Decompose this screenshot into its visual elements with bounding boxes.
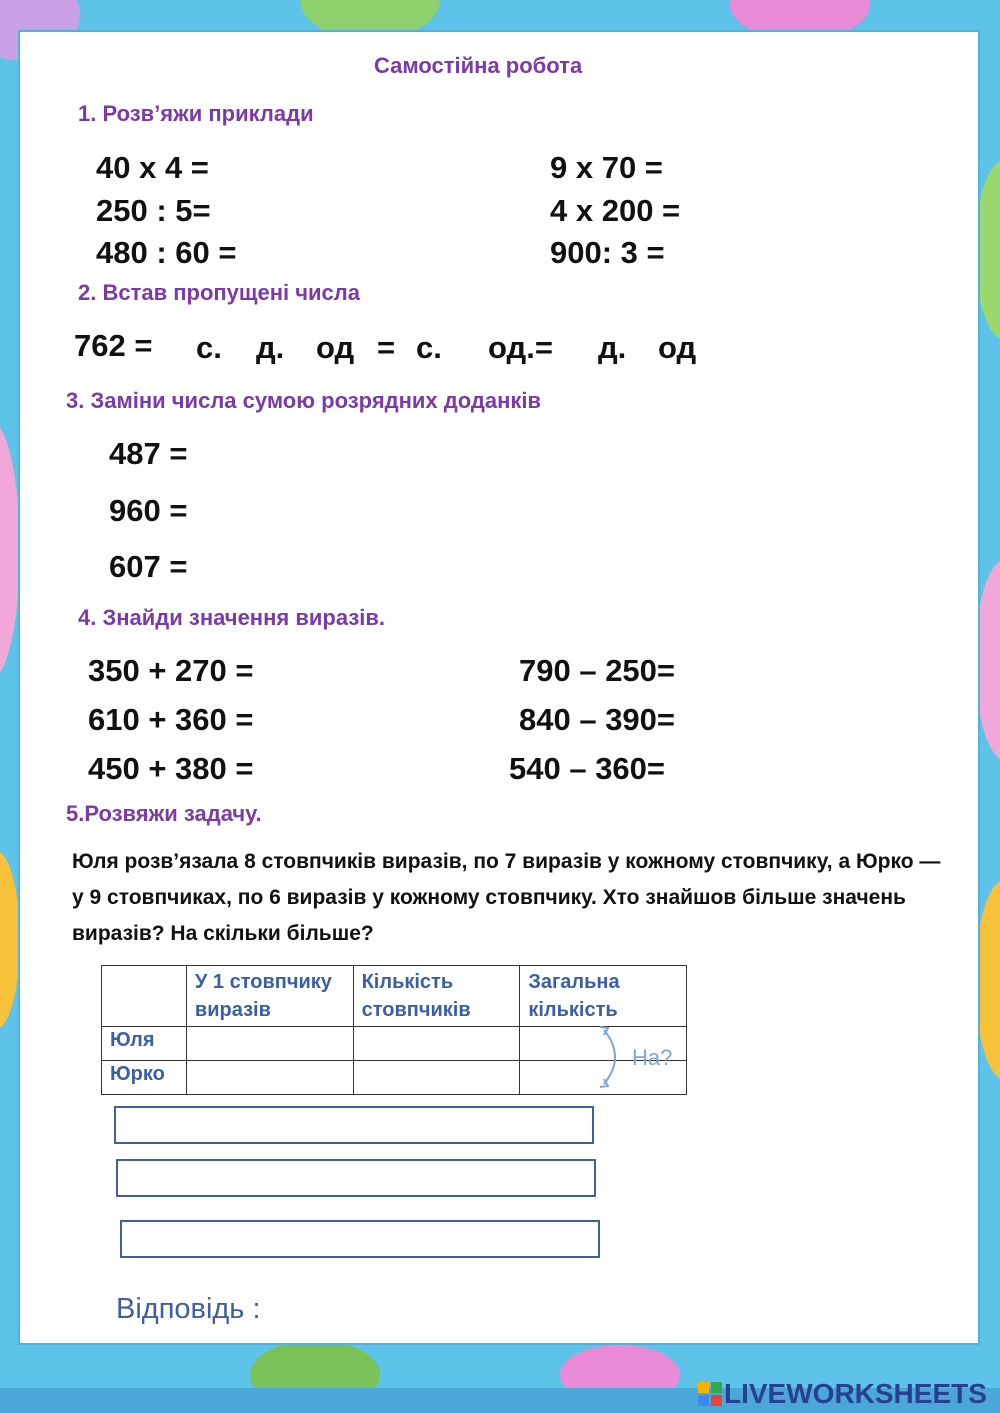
task2-hundreds-2: с. [416,330,442,365]
task4-left-3: 450 + 380 = [88,751,254,786]
table-header-total: Загальна кількість [520,966,687,1027]
task3-heading: 3. Заміни числа сумою розрядних доданків [66,388,542,413]
task2-tens-1: д. [256,330,285,365]
table-header-empty [102,966,187,1027]
answer-label: Відповідь : [116,1293,261,1325]
task4-left-1: 350 + 270 = [88,653,254,688]
task1-right-3: 900: 3 = [550,235,665,270]
liveworksheets-logo[interactable]: LIVEWORKSHEETS [724,1378,987,1409]
compare-note: На? [632,1045,673,1070]
task4-right-1: 790 – 250= [519,653,676,688]
table-cell[interactable] [186,1061,353,1095]
task2-ones-3: од [658,330,697,365]
table-cell[interactable] [353,1061,520,1095]
task5-problem-text: Юля розв’язала 8 стовпчиків виразів, по 7 виразів у кожному стовпчику, а Юрко — у 9 стовпчиках, по 6 виразів у кожному стовпчику. Хто знайшов більше значень виразів? На скільки більше? [72,850,941,945]
task2-number: 762 = [74,328,153,363]
task2-hundreds-1: с. [196,330,222,365]
task1-heading: 1. Розв’яжи приклади [78,101,314,126]
task3-item-2: 960 = [109,493,188,528]
task4-right-2: 840 – 390= [519,702,676,737]
decor-blob [0,850,20,1030]
compare-arrow-icon [598,1024,628,1090]
task1-left-1: 40 х 4 = [96,150,209,185]
solution-box-2[interactable] [116,1159,596,1197]
table-header-per-column: У 1 стовпчику виразів [186,966,353,1027]
task2-ones-2: од.= [488,330,553,365]
solution-box-1[interactable] [114,1106,594,1144]
task5-heading: 5.Розвяжи задачу. [66,801,262,826]
table-row-label-yurko: Юрко [102,1061,187,1095]
task4-heading: 4. Знайди значення виразів. [78,605,386,630]
table-row-label-yulia: Юля [102,1027,187,1061]
task2-tens-2: д. [598,330,627,365]
liveworksheets-logo-icon [698,1382,722,1406]
task1-right-2: 4 х 200 = [550,193,681,228]
task1-right-1: 9 х 70 = [550,150,663,185]
solution-box-3[interactable] [120,1220,600,1258]
task3-item-1: 487 = [109,436,188,471]
task2-ones-1: од [316,330,355,365]
task2-equals: = [377,330,396,365]
table-cell[interactable] [186,1027,353,1061]
task4-right-3: 540 – 360= [509,751,666,786]
task3-item-3: 607 = [109,549,188,584]
table-cell[interactable] [353,1027,520,1061]
decor-blob [0,420,20,680]
task1-left-3: 480 : 60 = [96,235,237,270]
table-header-columns: Кількість стовпчиків [353,966,520,1027]
page-title: Самостійна робота [374,53,583,78]
task2-heading: 2. Встав пропущені числа [78,280,360,305]
task4-left-2: 610 + 360 = [88,702,254,737]
task1-left-2: 250 : 5= [96,193,211,228]
